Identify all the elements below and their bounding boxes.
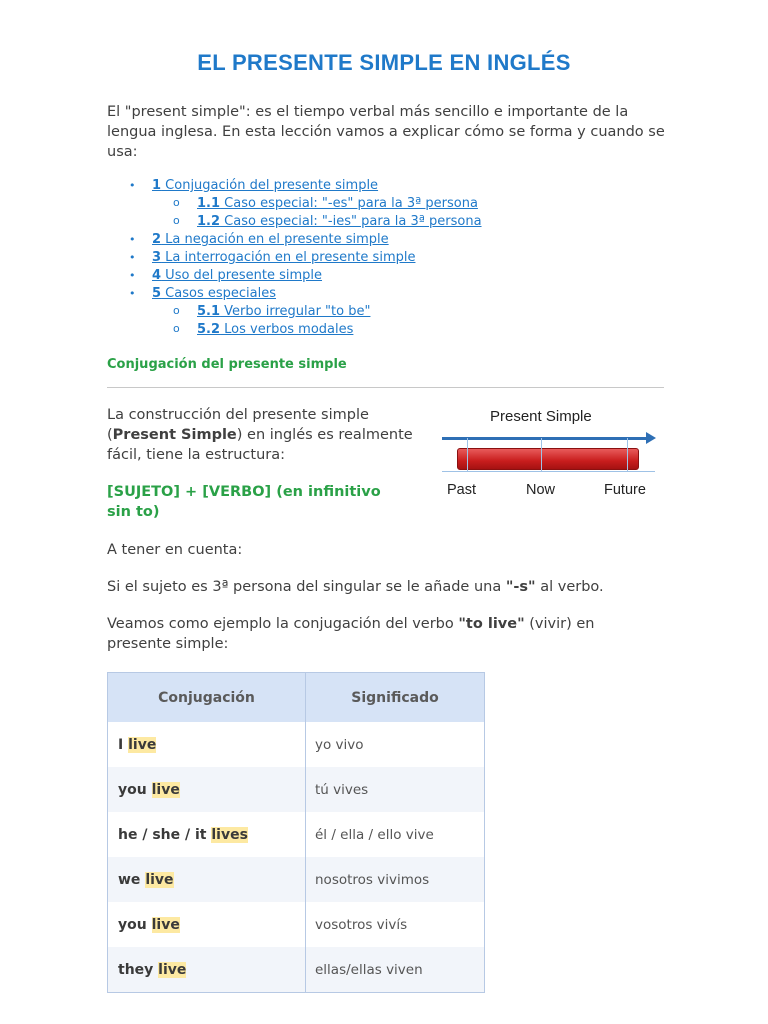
conjugation-cell: they live — [108, 947, 306, 993]
note-heading: A tener en cuenta: — [107, 542, 243, 558]
timeline-label-future: Future — [604, 482, 646, 498]
conjugation-cell: we live — [108, 857, 306, 902]
conjugation-cell: you live — [108, 767, 306, 812]
rule-paragraph: Si el sujeto es 3ª persona del singular se le añade una "-s" al verbo. — [107, 579, 604, 595]
toc-link-4[interactable]: 4 Uso del presente simple — [152, 268, 323, 283]
divider — [107, 387, 664, 388]
circle-bullet-icon: o — [173, 214, 180, 227]
toc-link-5-2[interactable]: 5.2 Los verbos modales — [197, 322, 354, 337]
toc-link-5-1[interactable]: 5.1 Verbo irregular "to be" — [197, 304, 371, 319]
meaning-cell: nosotros vivimos — [306, 857, 485, 902]
intro-paragraph: El "present simple": es el tiempo verbal más sencillo e importante de la lengua inglesa. En esta lección vamos a explicar cómo se forma y cuando se usa: — [107, 104, 665, 160]
conjugation-table — [107, 672, 485, 993]
toc-item — [125, 267, 482, 285]
toc-item — [125, 249, 482, 267]
bullet-icon: • — [129, 269, 136, 282]
table-row — [108, 812, 485, 857]
conjugation-cell: he / she / it lives — [108, 812, 306, 857]
meaning-cell: ellas/ellas viven — [306, 947, 485, 993]
timeline-title: Present Simple — [490, 408, 592, 425]
verb-highlight: live — [128, 736, 157, 753]
meaning-cell: él / ella / ello vive — [306, 812, 485, 857]
meaning-cell: tú vives — [306, 767, 485, 812]
table-row — [108, 857, 485, 902]
table-row — [108, 902, 485, 947]
circle-bullet-icon: o — [173, 322, 180, 335]
table-header-row — [108, 673, 485, 723]
toc-link-5[interactable]: 5 Casos especiales — [152, 286, 276, 301]
example-paragraph: Veamos como ejemplo la conjugación del verbo "to live" (vivir) en presente simple: — [107, 616, 595, 652]
section-heading: Conjugación del presente simple — [107, 357, 347, 372]
verb-highlight: lives — [211, 826, 248, 843]
arrowhead-icon — [646, 432, 656, 444]
circle-bullet-icon: o — [173, 304, 180, 317]
toc-link-1-2[interactable]: 1.2 Caso especial: "-ies" para la 3ª persona — [197, 214, 482, 229]
bullet-icon: • — [129, 233, 136, 246]
bullet-icon: • — [129, 251, 136, 264]
meaning-cell: vosotros vivís — [306, 902, 485, 947]
toc-item — [125, 177, 482, 195]
toc-link-1[interactable]: 1 Conjugación del presente simple — [152, 178, 379, 193]
bullet-icon: • — [129, 287, 136, 300]
verb-highlight: live — [151, 916, 180, 933]
toc-item — [125, 213, 482, 231]
verb-highlight: live — [158, 961, 187, 978]
timeline-label-now: Now — [526, 482, 556, 498]
meaning-cell: yo vivo — [306, 722, 485, 767]
table-row — [108, 722, 485, 767]
toc-item — [125, 195, 482, 213]
column-header: Significado — [306, 673, 485, 723]
toc-item — [125, 303, 482, 321]
verb-highlight: live — [145, 871, 174, 888]
toc-link-3[interactable]: 3 La interrogación en el presente simple — [152, 250, 416, 265]
column-header: Conjugación — [108, 673, 306, 723]
bullet-icon: • — [129, 179, 136, 192]
timeline-axis — [442, 471, 655, 472]
timeline-tick — [627, 438, 628, 472]
timeline-arrow — [442, 437, 652, 440]
toc-item — [125, 285, 482, 303]
timeline-label-past: Past — [447, 482, 477, 498]
table-row — [108, 767, 485, 812]
timeline-tick — [541, 438, 542, 472]
toc-item — [125, 231, 482, 249]
circle-bullet-icon: o — [173, 196, 180, 209]
timeline-bar — [457, 448, 639, 470]
toc-link-1-1[interactable]: 1.1 Caso especial: "-es" para la 3ª persona — [197, 196, 478, 211]
timeline-tick — [467, 438, 468, 472]
toc-item — [125, 321, 482, 339]
verb-highlight: live — [151, 781, 180, 798]
conjugation-cell: you live — [108, 902, 306, 947]
table-row — [108, 947, 485, 993]
construction-paragraph: La construcción del presente simple (Present Simple) en inglés es realmente fácil, tiene la estructura: — [107, 407, 413, 463]
conjugation-cell: I live — [108, 722, 306, 767]
toc-link-2[interactable]: 2 La negación en el presente simple — [152, 232, 389, 247]
structure-formula: [SUJETO] + [VERBO] (en infinitivo sin to) — [107, 484, 381, 520]
table-of-contents — [125, 177, 482, 339]
timeline-diagram — [440, 404, 670, 504]
page-title: EL PRESENTE SIMPLE EN INGLÉS — [197, 50, 571, 75]
